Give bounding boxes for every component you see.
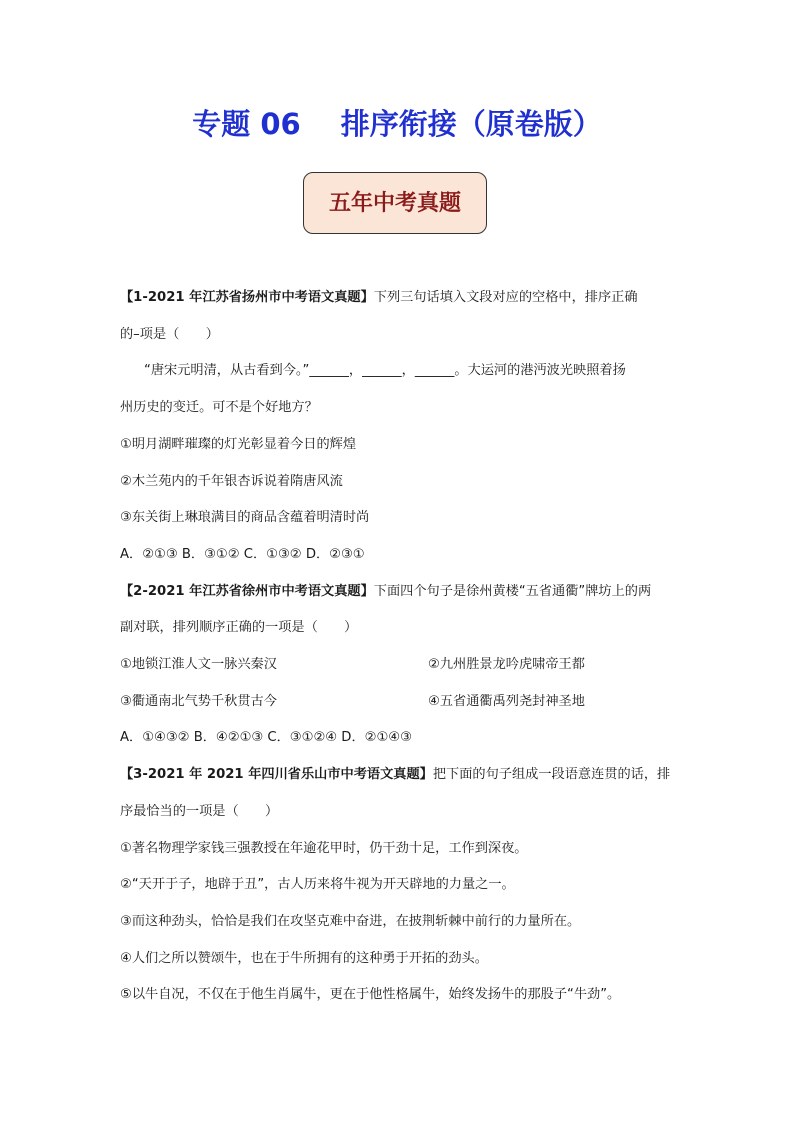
question-content: [120, 280, 680, 1014]
q2-options-row-1: [120, 647, 680, 684]
q1-stem-line-1: 【1-2021 年江苏省扬州市中考语文真题】下列三句话填入文段对应的空格中，排序正确: [120, 290, 638, 305]
q2-option-2: ②九州胜景龙吟虎啸帝王都: [428, 657, 585, 673]
q2-source: 【2-2021 年江苏省徐州市中考语文真题】: [120, 583, 374, 599]
q1-option-3: ③东关街上琳琅满目的商品含蕴着明清时尚: [120, 510, 370, 526]
q3-sentence-3: ③而这种劲头，恰恰是我们在攻坚克难中奋进，在披荆斩棘中前行的力量所在。: [120, 913, 581, 929]
q3-sentence-2: ②“天开于子，地辟于丑”，古人历来将牛视为开天辟地的力量之一。: [120, 877, 515, 893]
q2-option-1: ①地锁江淮人文一脉兴秦汉: [120, 657, 277, 673]
q1-stem-line-2: 的–项是（ ）: [120, 326, 219, 342]
q1-passage-line-1: “唐宋元明清，从古看到今。”______，______，______。大运河的港沔波光映照着扬: [144, 363, 626, 379]
title-topic-name: 排序衔接（原卷版）: [340, 107, 602, 141]
q2-option-4: ④五省通衢禹列尧封神圣地: [428, 693, 585, 709]
section-badge: 五年中考真题: [303, 172, 487, 234]
q2-option-3: ③衢通南北气势千秋贯古今: [120, 693, 277, 709]
q3-sentence-1: ①著名物理学家钱三强教授在年逾花甲时，仍干劲十足，工作到深夜。: [120, 840, 528, 856]
q2-stem-line-1: 【2-2021 年江苏省徐州市中考语文真题】下面四个句子是徐州黄楼“五省通衢”牌坊上的两: [120, 583, 652, 599]
title-topic-number: 专题 06: [192, 107, 301, 141]
q3-sentence-5: ⑤以牛自况，不仅在于他生肖属牛，更在于他性格属牛，始终发扬牛的那股子“牛劲”。: [120, 987, 621, 1003]
q3-sentence-4: ④人们之所以赞颂牛，也在于牛所拥有的这种勇于开拓的劲头。: [120, 950, 488, 966]
q3-stem-line-1: 【3-2021 年 2021 年四川省乐山市中考语文真题】把下面的句子组成一段语意连贯的话，排: [120, 767, 671, 783]
q2-answer-choices: A．①④③② B．④②①③ C．③①②④ D．②①④③: [120, 730, 412, 746]
q2-stem-line-2: 副对联，排列顺序正确的一项是（ ）: [120, 620, 358, 636]
q1-passage-line-2: 州历史的变迁。可不是个好地方？: [120, 400, 318, 416]
q1-option-1: ①明月湖畔璀璨的灯光彰显着今日的辉煌: [120, 436, 357, 452]
q3-stem-line-2: 序最恰当的一项是（ ）: [120, 803, 279, 819]
page-title: [0, 104, 794, 144]
q2-options-row-2: [120, 684, 680, 721]
q1-source: 【1-2021 年江苏省扬州市中考语文真题】: [120, 290, 374, 305]
q1-option-2: ②木兰苑内的千年银杏诉说着隋唐风流: [120, 473, 343, 489]
q3-source: 【3-2021 年 2021 年四川省乐山市中考语文真题】: [120, 767, 433, 783]
q1-answer-choices: A．②①③ B．③①② C．①③② D．②③①: [120, 546, 365, 562]
